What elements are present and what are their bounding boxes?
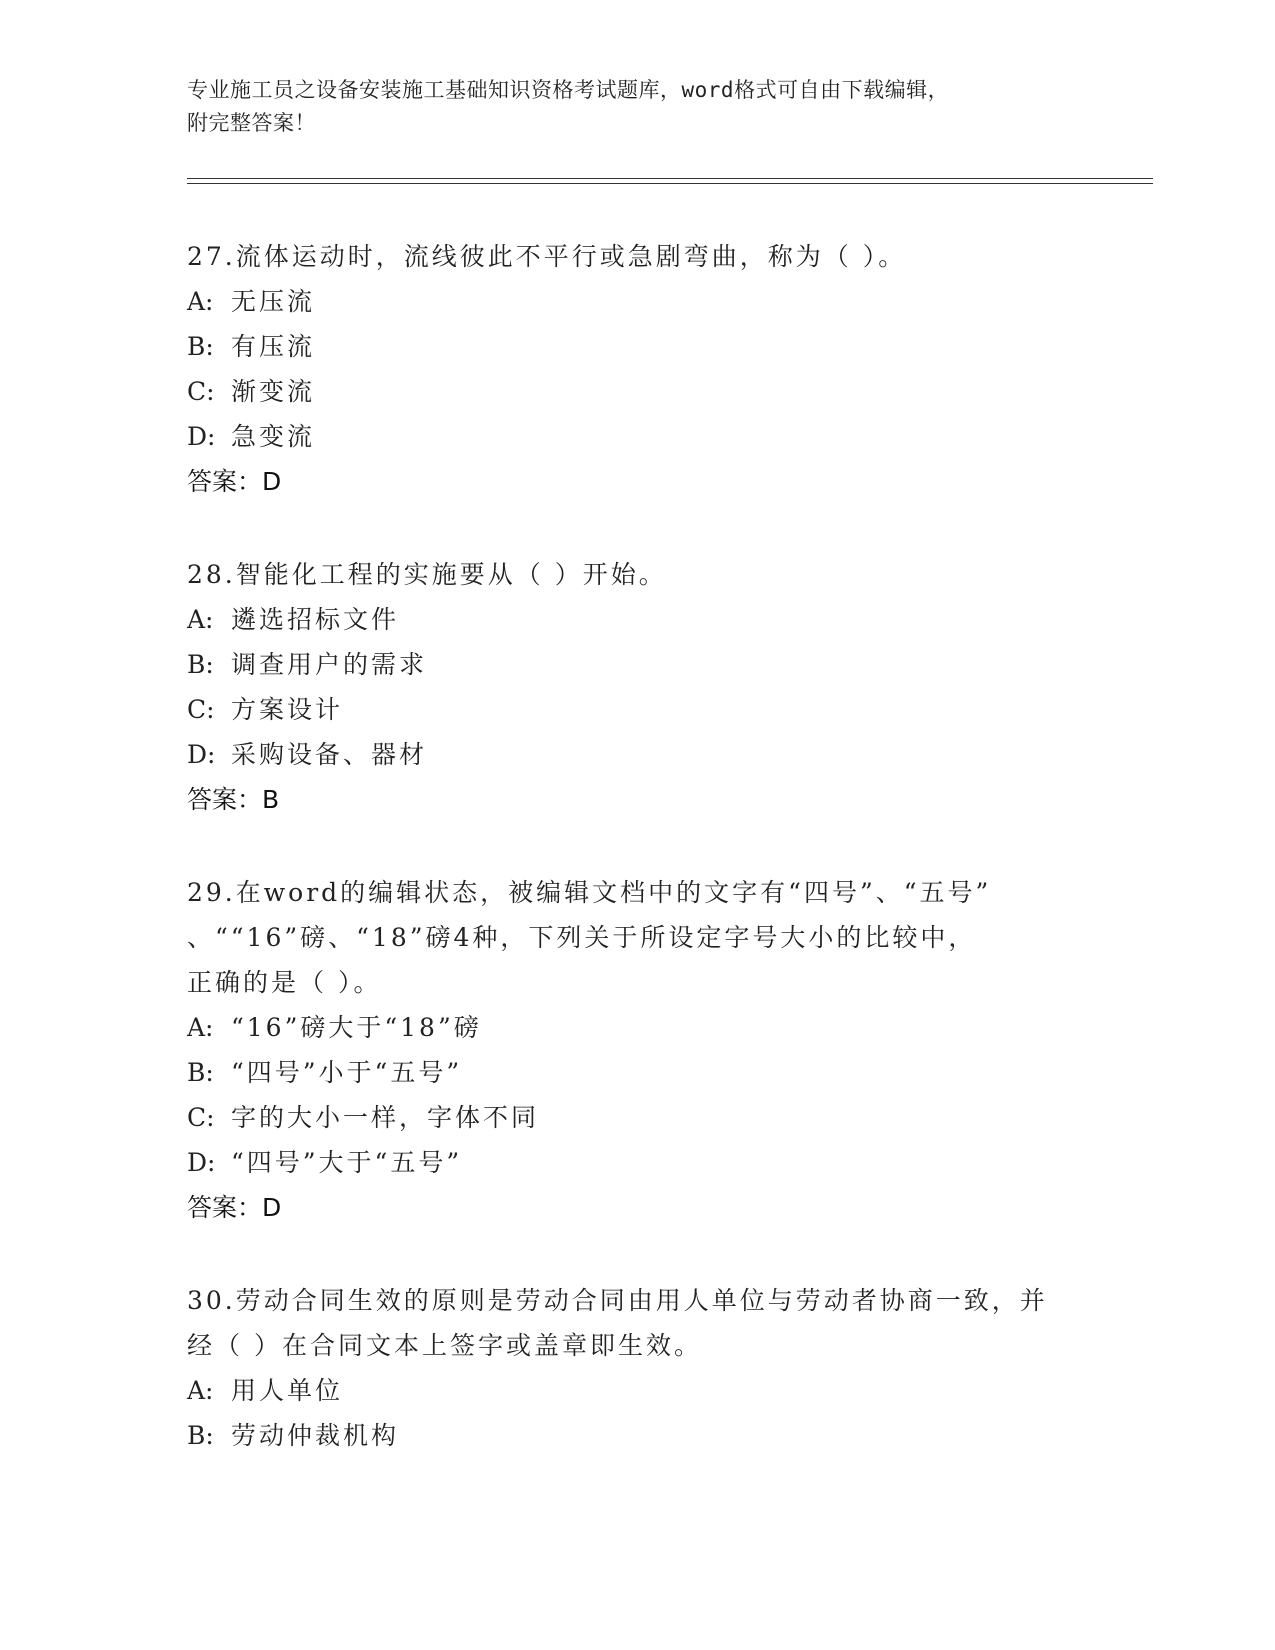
question-text-line-3: 正确的是（ ）。 [187, 968, 382, 997]
option-c [187, 687, 1087, 732]
option-a [187, 279, 1087, 324]
question-text: 27.流体运动时，流线彼此不平行或急剧弯曲，称为（ ）。 [187, 242, 907, 271]
question-text-line-1: 30.劳动合同生效的原则是劳动合同由用人单位与劳动者协商一致，并 [187, 1286, 1048, 1315]
option-a [187, 1368, 1087, 1413]
option-text: “16”磅大于“18”磅 [231, 1013, 482, 1042]
option-b [187, 642, 1087, 687]
document-header [187, 74, 1067, 140]
question-text-line-1: 29.在word的编辑状态，被编辑文档中的文字有“四号”、“五号” [187, 878, 992, 907]
question-29 [187, 870, 1087, 1230]
option-text: 急变流 [231, 422, 316, 451]
option-d [187, 414, 1087, 459]
option-text: 调查用户的需求 [231, 650, 428, 679]
option-text: 无压流 [231, 287, 316, 316]
option-d [187, 1140, 1087, 1185]
option-b [187, 1413, 1087, 1458]
option-label: D: [187, 422, 216, 451]
option-label: B: [187, 1421, 214, 1450]
option-text: 字的大小一样，字体不同 [231, 1103, 540, 1132]
option-c [187, 1095, 1087, 1140]
header-line-1: 专业施工员之设备安装施工基础知识资格考试题库，word格式可自由下载编辑， [187, 78, 950, 102]
option-text: 劳动仲裁机构 [231, 1421, 400, 1450]
question-text-line-2: 经（ ）在合同文本上签字或盖章即生效。 [187, 1331, 702, 1360]
option-label: A: [187, 1376, 214, 1405]
question-30 [187, 1278, 1087, 1458]
option-label: B: [187, 332, 214, 361]
question-text-line-2: 、““16”磅、“18”磅4种，下列关于所设定字号大小的比较中， [187, 923, 977, 952]
option-text: 有压流 [231, 332, 316, 361]
option-label: C: [187, 377, 215, 406]
option-label: B: [187, 650, 214, 679]
question-text: 28.智能化工程的实施要从（ ）开始。 [187, 560, 667, 589]
answer-line: 答案：B [187, 785, 280, 814]
option-b [187, 324, 1087, 369]
header-line-2: 附完整答案！ [187, 111, 316, 135]
option-text: 采购设备、器材 [231, 740, 428, 769]
option-label: D: [187, 1148, 216, 1177]
option-text: “四号”小于“五号” [231, 1058, 463, 1087]
option-text: 方案设计 [231, 695, 344, 724]
option-label: C: [187, 695, 215, 724]
option-c [187, 369, 1087, 414]
option-label: A: [187, 1013, 214, 1042]
question-27 [187, 234, 1087, 504]
answer-line: 答案：D [187, 1193, 282, 1222]
option-label: A: [187, 287, 214, 316]
option-label: D: [187, 740, 216, 769]
option-a [187, 1005, 1087, 1050]
option-text: 渐变流 [231, 377, 316, 406]
option-text: 用人单位 [231, 1376, 344, 1405]
option-text: 遴选招标文件 [231, 605, 400, 634]
answer-line: 答案：D [187, 467, 282, 496]
header-divider-bottom [187, 183, 1153, 184]
option-a [187, 597, 1087, 642]
option-b [187, 1050, 1087, 1095]
option-label: C: [187, 1103, 215, 1132]
option-text: “四号”大于“五号” [231, 1148, 463, 1177]
header-divider-top [187, 178, 1153, 179]
option-label: B: [187, 1058, 214, 1087]
question-28 [187, 552, 1087, 822]
option-label: A: [187, 605, 214, 634]
option-d [187, 732, 1087, 777]
